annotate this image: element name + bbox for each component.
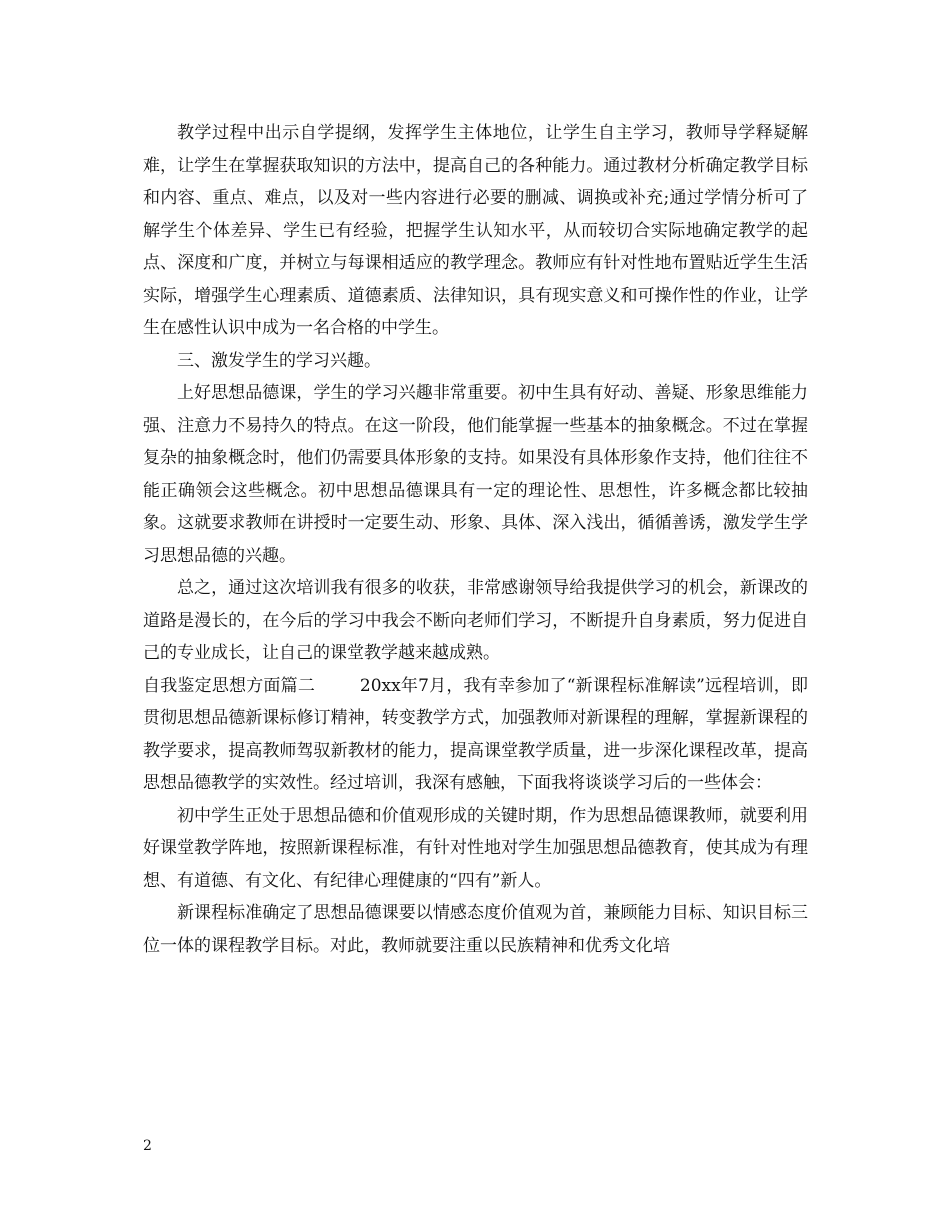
paragraph-learning-interest: 上好思想品德课，学生的学习兴趣非常重要。初中生具有好动、善疑、形象思维能力强、注意力不易持久的特点。在这一阶段，他们能掌握一些基本的抽象概念。不过在掌握复杂的抽象概念时，他们仍需要具体形象的支持。如果没有具体形象作支持，他们往往不能正确领会这些概念。初中思想品德课具有一定的理论性、思想性，许多概念都比较抽象。这就要求教师在讲授时一定要生动、形象、具体、深入浅出，循循善诱，激发学生学习思想品德的兴趣。 <box>143 383 808 566</box>
section-two-body: 培训，即贯彻思想品德新课标修订精神，转变教学方式，加强教师对新课程的理解，掌握新课程的教学要求，提高教师驾驭新教材的能力，提高课堂教学质量，进一步深化课程改革，提高思想品德教学的实效性。经过培训，我深有感触，下面我将谈谈学习后的一些体会： <box>143 675 809 793</box>
paragraph-critical-period: 初中学生正处于思想品德和价值观形成的关键时期，作为思想品德课教师，就要利用好课堂教学阵地，按照新课程标准，有针对性地对学生加强思想品德教育，使其成为有理想、有道德、有文化、有纪律心理健康的“四有”新人。 <box>143 805 808 891</box>
document-body <box>143 117 808 962</box>
paragraph-teaching-process: 教学过程中出示自学提纲，发挥学生主体地位，让学生自主学习，教师导学释疑解难，让学生在掌握获取知识的方法中，提高自己的各种能力。通过教材分析确定教学目标和内容、重点、难点，以及对一些内容进行必要的删减、调换或补充;通过学情分析可了解学生个体差异、学生已有经验，把握学生认知水平，从而较切合实际地确定教学的起点、深度和广度，并树立与每课相适应的教学理念。教师应有针对性地布置贴近学生生活实际，增强学生心理素质、道德素质、法律知识，具有现实意义和可操作性的作业，让学生在感性认识中成为一名合格的中学生。 <box>143 123 808 338</box>
paragraph-section-two <box>143 670 808 800</box>
section-heading-interest: 三、激发学生的学习兴趣。 <box>177 350 381 371</box>
paragraph-summary: 总之，通过这次培训我有很多的收获，非常感谢领导给我提供学习的机会，新课改的道路是漫长的，在今后的学习中我会不断向老师们学习，不断提升自身素质，努力促进自己的专业成长，让自己的课堂教学越来越成熟。 <box>143 578 808 663</box>
page-number: 2 <box>143 1138 152 1154</box>
section-two-lead: 20xx年7月，我有幸参加了“新课程标准解读”远程 <box>359 675 740 696</box>
paragraph-curriculum-goals: 新课程标准确定了思想品德课要以情感态度价值观为首，兼顾能力目标、知识目标三位一体的课程教学目标。对此，教师就要注重以民族精神和优秀文化培 <box>143 903 808 956</box>
section-two-heading-line <box>143 676 739 696</box>
section-two-title: 自我鉴定思想方面篇二 <box>143 675 316 696</box>
